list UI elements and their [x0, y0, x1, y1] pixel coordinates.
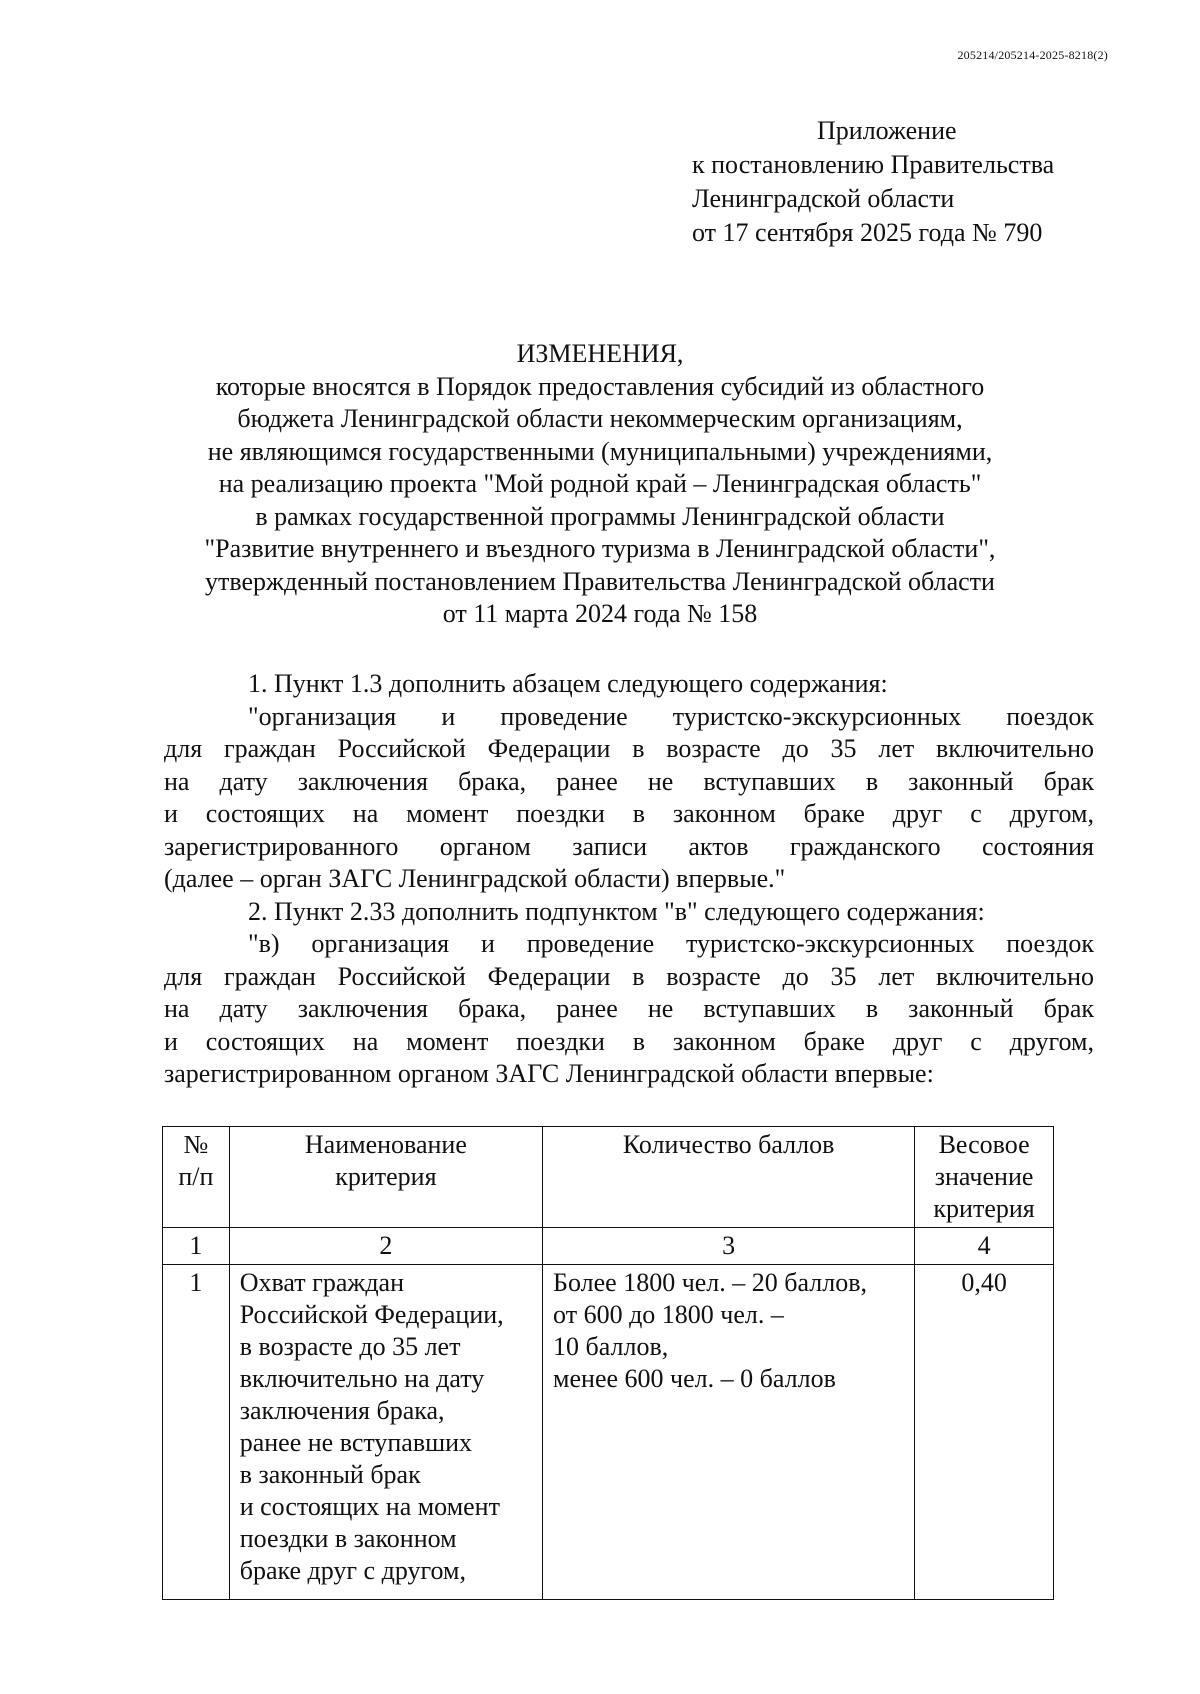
appendix-line: Приложение [817, 116, 957, 145]
paragraph-line: зарегистрированного органом записи актов гражданского состояния [164, 831, 1094, 861]
heading-line: "Развитие внутреннего и въездного туризма в Ленинградской области", [204, 534, 996, 563]
header-cell-number: № п/п [163, 1127, 230, 1228]
header-cell-points: Количество баллов [543, 1127, 915, 1228]
paragraph-quote-1 [164, 701, 1094, 896]
paragraph-quote-2 [164, 928, 1094, 1091]
heading-title: ИЗМЕНЕНИЯ, [516, 339, 684, 368]
header-cell-name: Наименование критерия [229, 1127, 542, 1228]
row-number-cell: 1 [163, 1265, 230, 1600]
paragraph-line: зарегистрированном органом ЗАГС Ленинградской области впервые: [164, 1059, 934, 1088]
header-cell-weight: Весовое значение критерия [915, 1127, 1054, 1228]
paragraph-line: для граждан Российской Федерации в возрасте до 35 лет включительно [164, 961, 1094, 991]
heading-line: бюджета Ленинградской области некоммерческим организациям, [237, 404, 963, 433]
column-number-cell: 3 [543, 1228, 915, 1265]
paragraph-line: "организация и проведение туристско-экскурсионных поездок [248, 701, 1094, 731]
column-number-cell: 4 [915, 1228, 1054, 1265]
paragraph-line: (далее – орган ЗАГС Ленинградской области) впервые." [164, 864, 786, 893]
criteria-table [162, 1126, 1054, 1600]
column-number-cell: 1 [163, 1228, 230, 1265]
heading-line: утвержденный постановлением Правительства Ленинградской области [205, 566, 995, 596]
column-number-cell: 2 [229, 1228, 542, 1265]
table-column-numbers-row [163, 1228, 1054, 1265]
criterion-name-cell: Охват граждан Российской Федерации, в возрасте до 35 лет включительно на дату заключения брака, ранее не вступавших в законный брак и состоящих на момент поездки в законном браке друг с другом, [229, 1265, 542, 1600]
heading-line: которые вносятся в Порядок предоставления субсидий из областного [215, 371, 985, 401]
heading-line: от 11 марта 2024 года № 158 [442, 599, 758, 628]
table-header-row [163, 1127, 1054, 1228]
appendix-line: к постановлению Правительства [692, 150, 1055, 179]
paragraph-line: на дату заключения брака, ранее не вступавших в законный брак [164, 766, 1094, 796]
heading-line: не являющимся государственными (муниципальными) учреждениями, [207, 436, 993, 466]
heading-line: в рамках государственной программы Ленинградской области [255, 501, 945, 531]
paragraph-line: "в) организация и проведение туристско-экскурсионных поездок [248, 929, 1094, 958]
paragraph-line: на дату заключения брака, ранее не вступавших в законный брак [164, 994, 1094, 1023]
paragraph-line: 1. Пункт 1.3 дополнить абзацем следующего содержания: [248, 669, 888, 698]
criterion-weight-cell: 0,40 [915, 1265, 1054, 1600]
paragraph-item-1 [174, 668, 1094, 701]
paragraph-line: и состоящих на момент поездки в законном браке друг с другом, [164, 799, 1094, 828]
appendix-line: Ленинградской области [692, 184, 955, 213]
table-row [163, 1265, 1054, 1600]
heading-line: на реализацию проекта "Мой родной край – Ленинградская область" [218, 469, 982, 498]
document-heading [100, 338, 1100, 631]
paragraph-item-2 [174, 896, 1094, 929]
paragraph-line: 2. Пункт 2.33 дополнить подпунктом "в" следующего содержания: [248, 896, 985, 926]
paragraph-line: для граждан Российской Федерации в возрасте до 35 лет включительно [164, 734, 1094, 763]
registration-stamp: 205214/205214-2025-8218(2) [957, 48, 1108, 62]
appendix-block [692, 114, 1054, 250]
document-body [164, 668, 1094, 1091]
paragraph-line: и состоящих на момент поездки в законном браке друг с другом, [164, 1026, 1094, 1056]
criterion-points-cell: Более 1800 чел. – 20 баллов, от 600 до 1800 чел. – 10 баллов, менее 600 чел. – 0 баллов [543, 1265, 915, 1600]
appendix-line: от 17 сентября 2025 года № 790 [692, 218, 1043, 247]
